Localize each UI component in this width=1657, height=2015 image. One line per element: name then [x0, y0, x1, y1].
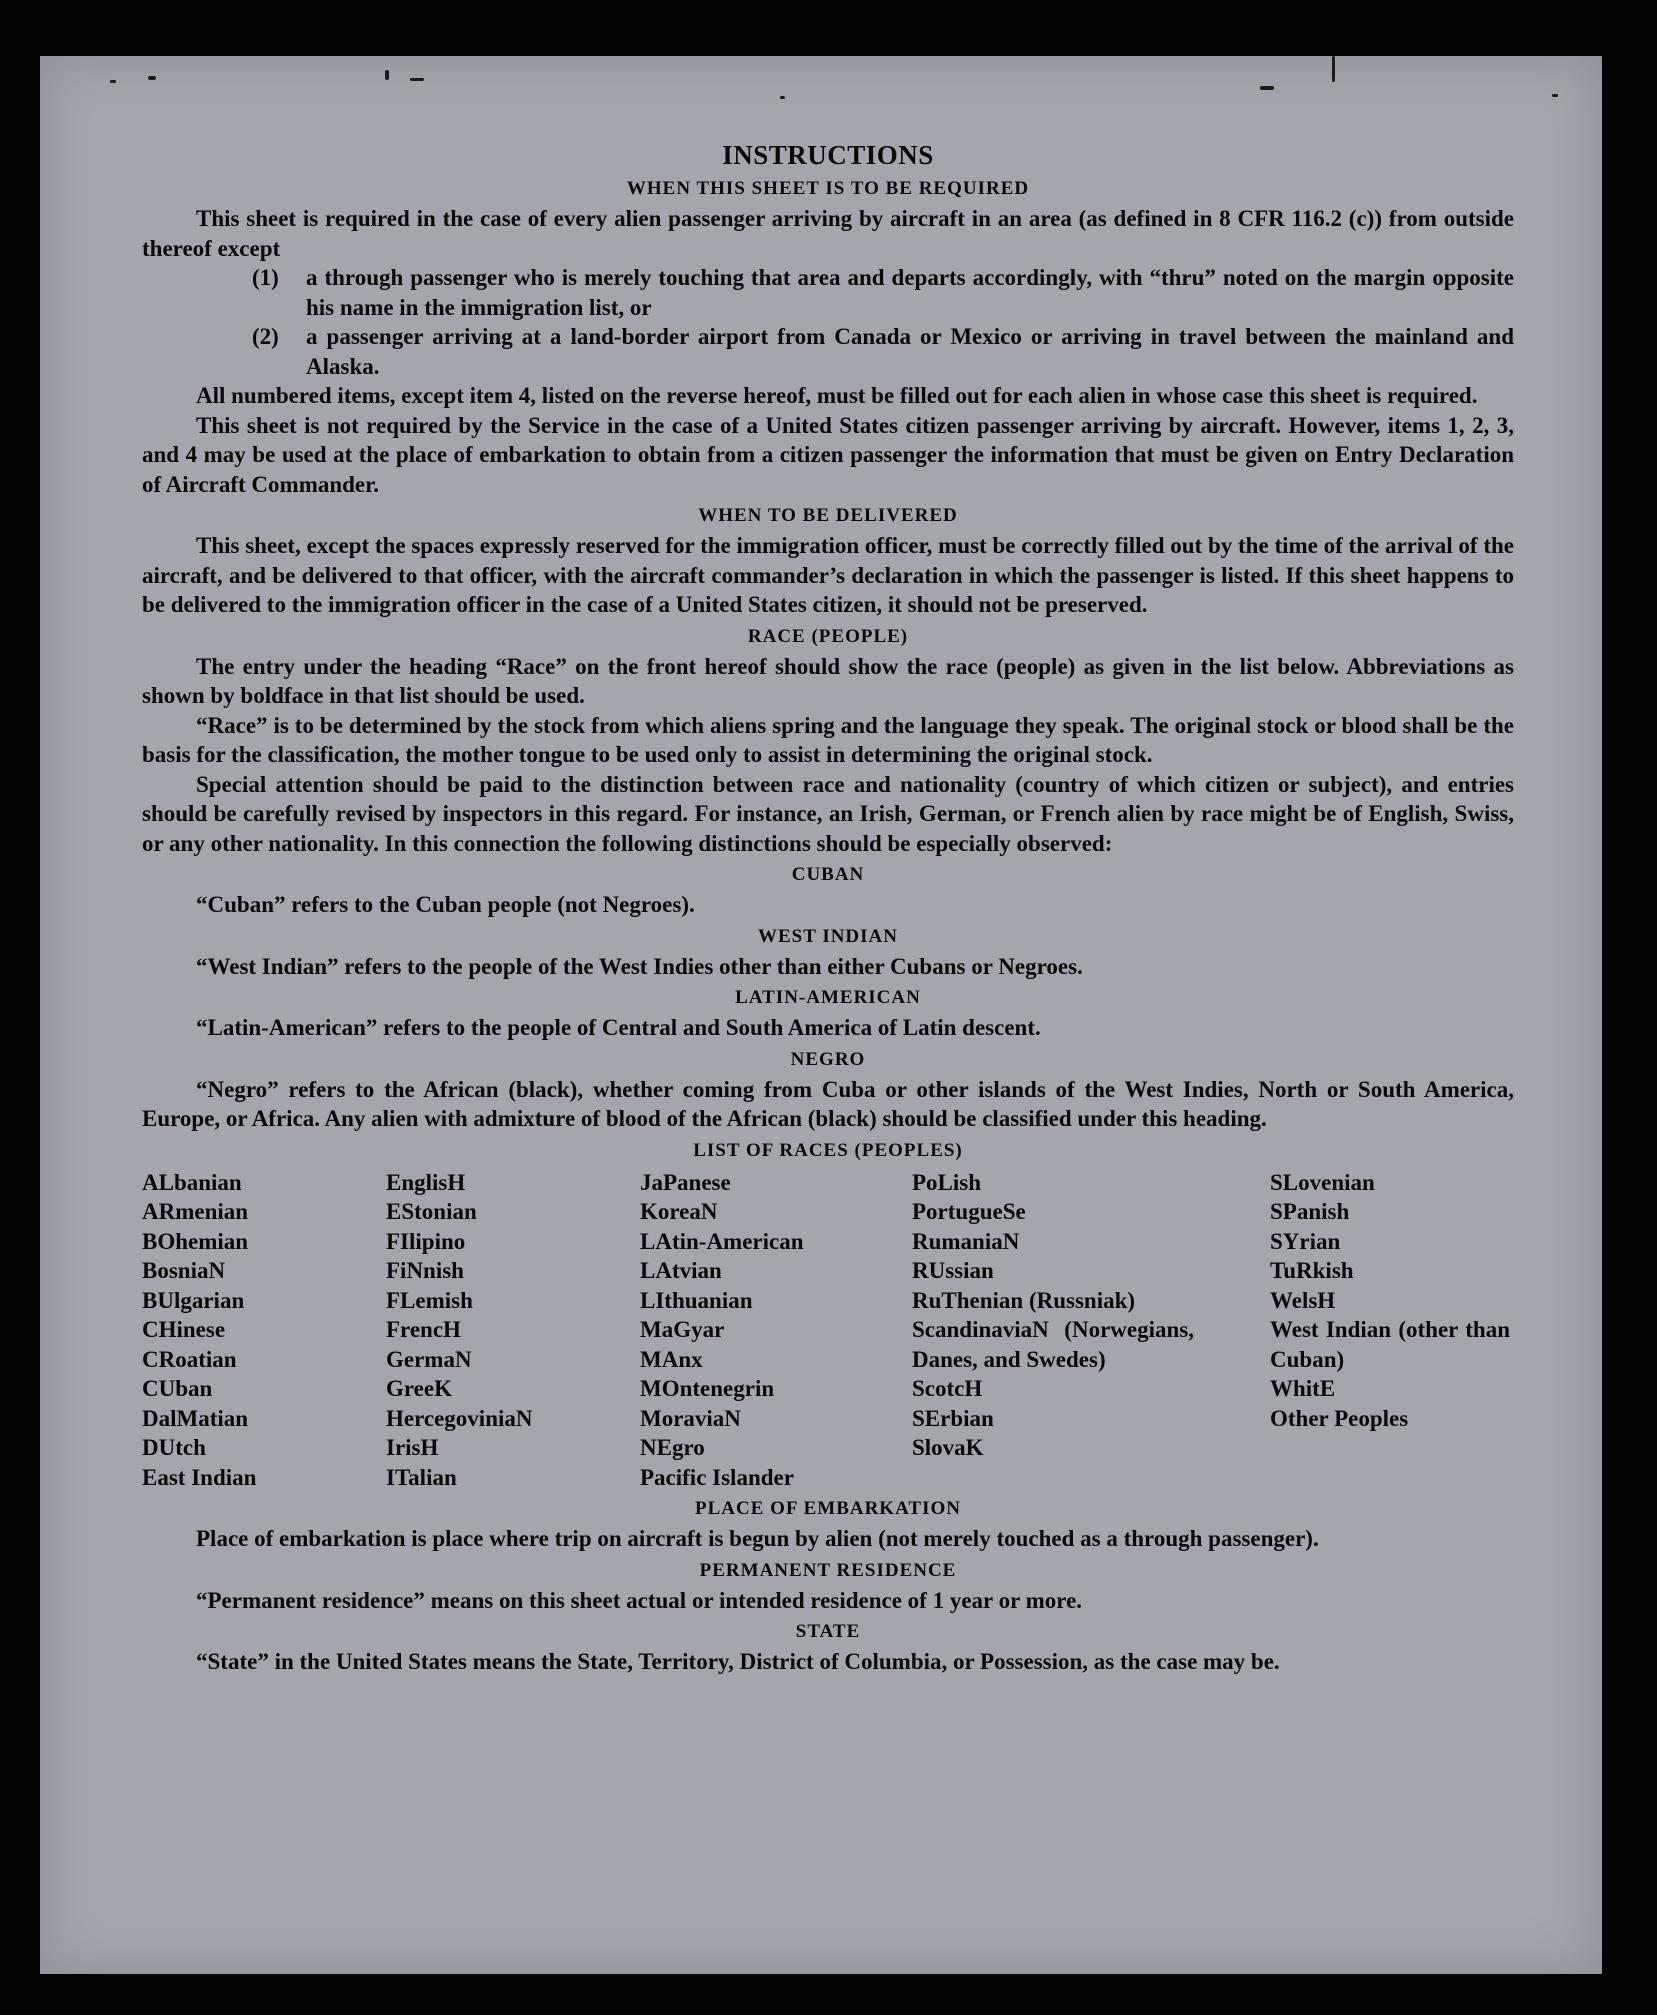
item-text: a through passenger who is merely touching that area and departs accordingly, with “thru” noted on the margin opposite his name in the immigration list, or — [306, 265, 1514, 320]
race-entry: ARmenian — [142, 1199, 249, 1224]
para-latin-american: “Latin-American” refers to the people of Central and South America of Latin descent. — [196, 1015, 1041, 1040]
race-entry: ITalian — [386, 1464, 457, 1490]
heading-residence: PERMANENT RESIDENCE — [699, 1559, 957, 1581]
scan-speck — [780, 96, 785, 99]
heading-embarkation: PLACE OF EMBARKATION — [695, 1498, 961, 1519]
race-entry: East Indian — [142, 1464, 257, 1490]
para-negro: “Negro” refers to the African (black), whether coming from Cuba or other islands of the West Indies, North or South America, Europe, or Africa. Any alien with admixture of blood of the African (black) should be classified under this heading. — [142, 1076, 1514, 1131]
para-when-delivered: This sheet, except the spaces expressly reserved for the immigration officer, must be correctly filled out by the time of the arrival of the aircraft, and be delivered to that officer, with the aircraft commander’s declaration in which the passenger is listed. If this sheet happens to be delivered to the immigration officer in the case of a United States citizen, it should not be preserved. — [142, 533, 1514, 617]
race-entry: SlovaK — [912, 1435, 984, 1460]
race-entry: MAnx — [640, 1346, 703, 1372]
heading-list-of-races: LIST OF RACES (PEOPLES) — [693, 1139, 963, 1161]
race-entry: HercegoviniaN — [386, 1405, 533, 1431]
race-entry: LIthuanian — [640, 1287, 753, 1313]
scan-speck — [1332, 56, 1335, 82]
race-entry: SLovenian — [1270, 1169, 1375, 1195]
race-column-1 — [142, 1168, 386, 1493]
race-entry: FLemish — [386, 1287, 473, 1313]
heading-when-required: WHEN THIS SHEET IS TO BE REQUIRED — [626, 178, 1030, 199]
para-state: “State” in the United States means the State, Territory, District of Columbia, or Possession, as the case may be. — [196, 1649, 1280, 1674]
race-column-2 — [386, 1168, 640, 1493]
page-title: INSTRUCTIONS — [722, 140, 934, 170]
race-column-4 — [912, 1168, 1202, 1493]
race-entry: PoLish — [912, 1169, 982, 1195]
race-entry: TuRkish — [1270, 1258, 1354, 1283]
race-entry: EnglisH — [386, 1169, 466, 1195]
heading-state: STATE — [795, 1621, 861, 1642]
scan-speck — [385, 70, 389, 80]
para-citizen: This sheet is not required by the Service in the case of a United States citizen passenger arriving by aircraft. However, items 1, 2, 3, and 4 may be used at the place of embarkation to obtain from a citizen passenger the information that must be given on Entry Declaration of Aircraft Commander. — [142, 412, 1514, 497]
race-entry: FiNnish — [386, 1258, 464, 1283]
race-entry: PortugueSe — [912, 1199, 1026, 1224]
heading-latin-american: LATIN-AMERICAN — [735, 987, 921, 1008]
race-entry: GreeK — [386, 1376, 452, 1401]
para-residence: “Permanent residence” means on this sheet actual or intended residence of 1 year or more. — [196, 1587, 1083, 1613]
race-entry: MoraviaN — [640, 1405, 741, 1431]
item-number: (2) — [252, 324, 279, 349]
race-entry: FrencH — [386, 1317, 461, 1342]
race-entry: LAtvian — [640, 1258, 722, 1283]
race-entry: EStonian — [386, 1199, 477, 1224]
instructions-text — [142, 138, 1514, 1677]
race-entry: BUlgarian — [142, 1287, 245, 1313]
race-entry: ScotcH — [912, 1376, 983, 1401]
race-entry: BOhemian — [142, 1228, 249, 1254]
race-entry: SErbian — [912, 1405, 994, 1431]
race-entry: SPanish — [1270, 1199, 1350, 1224]
race-column-3 — [640, 1168, 912, 1493]
race-entry: CUban — [142, 1376, 213, 1401]
para-race-1: The entry under the heading “Race” on the front hereof should show the race (people) as given in the list below. Abbreviations as shown by boldface in that list should be used. — [142, 653, 1514, 708]
race-entry: RuThenian (Russniak) — [912, 1287, 1136, 1313]
race-entry: RUssian — [912, 1258, 994, 1283]
exception-item-2 — [252, 322, 1514, 381]
race-entry: KoreaN — [640, 1199, 718, 1224]
para-race-2: “Race” is to be determined by the stock from which aliens spring and the language they speak. The original stock or blood shall be the basis for the classification, the mother tongue to be used only to assist in determining the original stock. — [142, 712, 1514, 767]
item-text: a passenger arriving at a land-border airport from Canada or Mexico or arriving in travel between the mainland and Alaska. — [306, 324, 1514, 379]
race-entry: ALbanian — [142, 1169, 242, 1195]
race-entry: BosniaN — [142, 1258, 226, 1283]
scan-speck — [410, 78, 424, 81]
heading-race: RACE (PEOPLE) — [747, 625, 909, 647]
race-entry: GermaN — [386, 1346, 472, 1372]
race-list — [142, 1168, 1514, 1493]
heading-when-delivered: WHEN TO BE DELIVERED — [698, 505, 958, 526]
race-entry: Pacific Islander — [640, 1464, 794, 1490]
race-entry: WelsH — [1270, 1287, 1336, 1313]
race-entry: FIlipino — [386, 1228, 466, 1254]
race-entry: MaGyar — [640, 1317, 725, 1342]
heading-negro: NEGRO — [790, 1048, 866, 1070]
para-numbered-items: All numbered items, except item 4, listed on the reverse hereof, must be filled out for each alien in whose case this sheet is required. — [196, 383, 1478, 408]
para-west-indian: “West Indian” refers to the people of the West Indies other than either Cubans or Negroes. — [196, 953, 1083, 979]
scan-speck — [148, 76, 156, 80]
para-race-3: Special attention should be paid to the distinction between race and nationality (country of which citizen or subject), and entries should be carefully revised by inspectors in this regard. For instance, an Irish, German, or French alien by race might be of English, Swiss, or any other nationality. In this connection the following distinctions should be especially observed: — [142, 771, 1514, 856]
heading-cuban: CUBAN — [791, 864, 865, 885]
exception-item-1 — [252, 263, 1514, 322]
race-entry: SYrian — [1270, 1228, 1341, 1254]
race-entry: West Indian (other than Cuban) — [1270, 1317, 1510, 1372]
race-entry: LAtin-American — [640, 1228, 804, 1254]
race-entry: MOntenegrin — [640, 1376, 775, 1401]
heading-west-indian: WEST INDIAN — [758, 925, 898, 947]
item-number: (1) — [252, 265, 279, 290]
race-entry: JaPanese — [640, 1169, 731, 1195]
document-page — [40, 56, 1602, 1974]
para-embarkation: Place of embarkation is place where trip on aircraft is begun by alien (not merely touched as a through passenger). — [196, 1526, 1319, 1551]
scan-speck — [1260, 86, 1274, 90]
race-column-5 — [1270, 1168, 1510, 1493]
scan-speck — [110, 80, 116, 83]
scan-speck — [1552, 94, 1558, 97]
race-entry: ScandinaviaN (Norwegians, Danes, and Swedes) — [912, 1317, 1194, 1372]
race-entry: RumaniaN — [912, 1228, 1020, 1254]
race-entry: CRoatian — [142, 1346, 237, 1372]
para-when-required-intro: This sheet is required in the case of every alien passenger arriving by aircraft in an area (as defined in 8 CFR 116.2 (c)) from outside thereof except — [142, 206, 1514, 261]
race-entry: Other Peoples — [1270, 1405, 1409, 1431]
race-entry: DUtch — [142, 1435, 206, 1460]
race-entry: WhitE — [1270, 1376, 1336, 1401]
race-entry: DalMatian — [142, 1405, 249, 1431]
para-cuban: “Cuban” refers to the Cuban people (not Negroes). — [196, 892, 695, 917]
race-entry: CHinese — [142, 1317, 226, 1342]
race-entry: NEgro — [640, 1435, 705, 1460]
race-entry: IrisH — [386, 1435, 439, 1460]
